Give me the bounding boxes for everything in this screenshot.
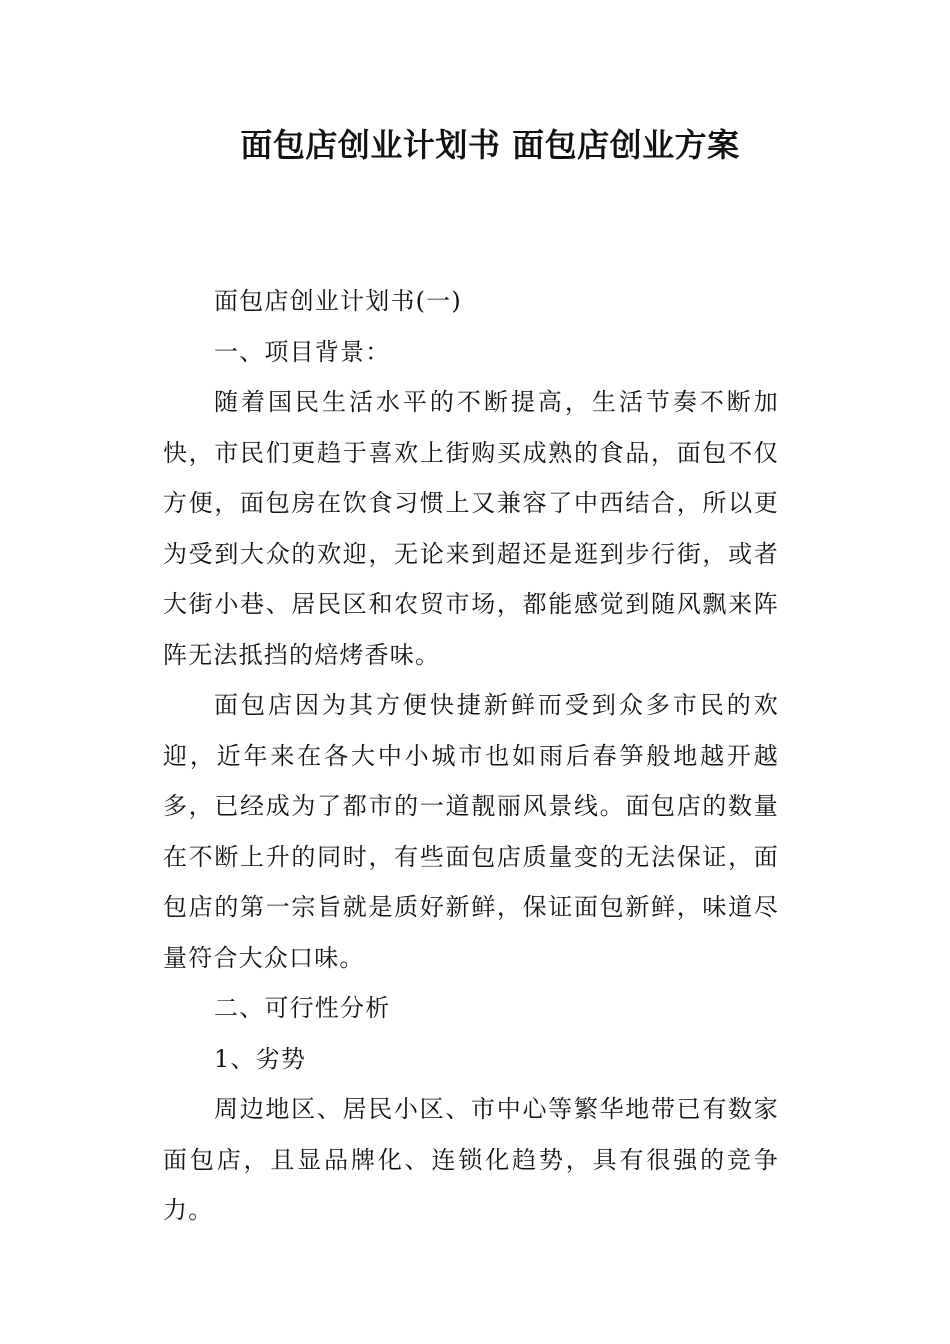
document-body [163,276,779,1236]
paragraph-weakness: 周边地区、居民小区、市中心等繁华地带已有数家面包店，且显品牌化、连锁化趋势，具有很强的竞争力。 [163,1095,779,1224]
section-heading-background: 一、项目背景： [214,337,391,366]
paragraph-background-1: 随着国民生活水平的不断提高，生活节奏不断加快，市民们更趋于喜欢上街购买成熟的食品，面包不仅方便，面包房在饮食习惯上又兼容了中西结合，所以更为受到大众的欢迎，无论来到超还是逛到步行街，或者大街小巷、居民区和农贸市场，都能感觉到随风飘来阵阵无法抵挡的焙烤香味。 [163,388,779,669]
section-heading-feasibility: 二、可行性分析 [214,994,391,1022]
paragraph-background-2: 面包店因为其方便快捷新鲜而受到众多市民的欢迎，近年来在各大中小城市也如雨后春笋般地越开越多，已经成为了都市的一道靓丽风景线。面包店的数量在不断上升的同时，有些面包店质量变的无法保证，面包店的第一宗旨就是质好新鲜，保证面包新鲜，味道尽量符合大众口味。 [163,691,779,972]
subheading-weakness: 1、劣势 [214,1044,307,1073]
section-heading-plan-one: 面包店创业计划书(一) [214,287,462,315]
document-title: 面包店创业计划书 面包店创业方案 [240,126,740,164]
